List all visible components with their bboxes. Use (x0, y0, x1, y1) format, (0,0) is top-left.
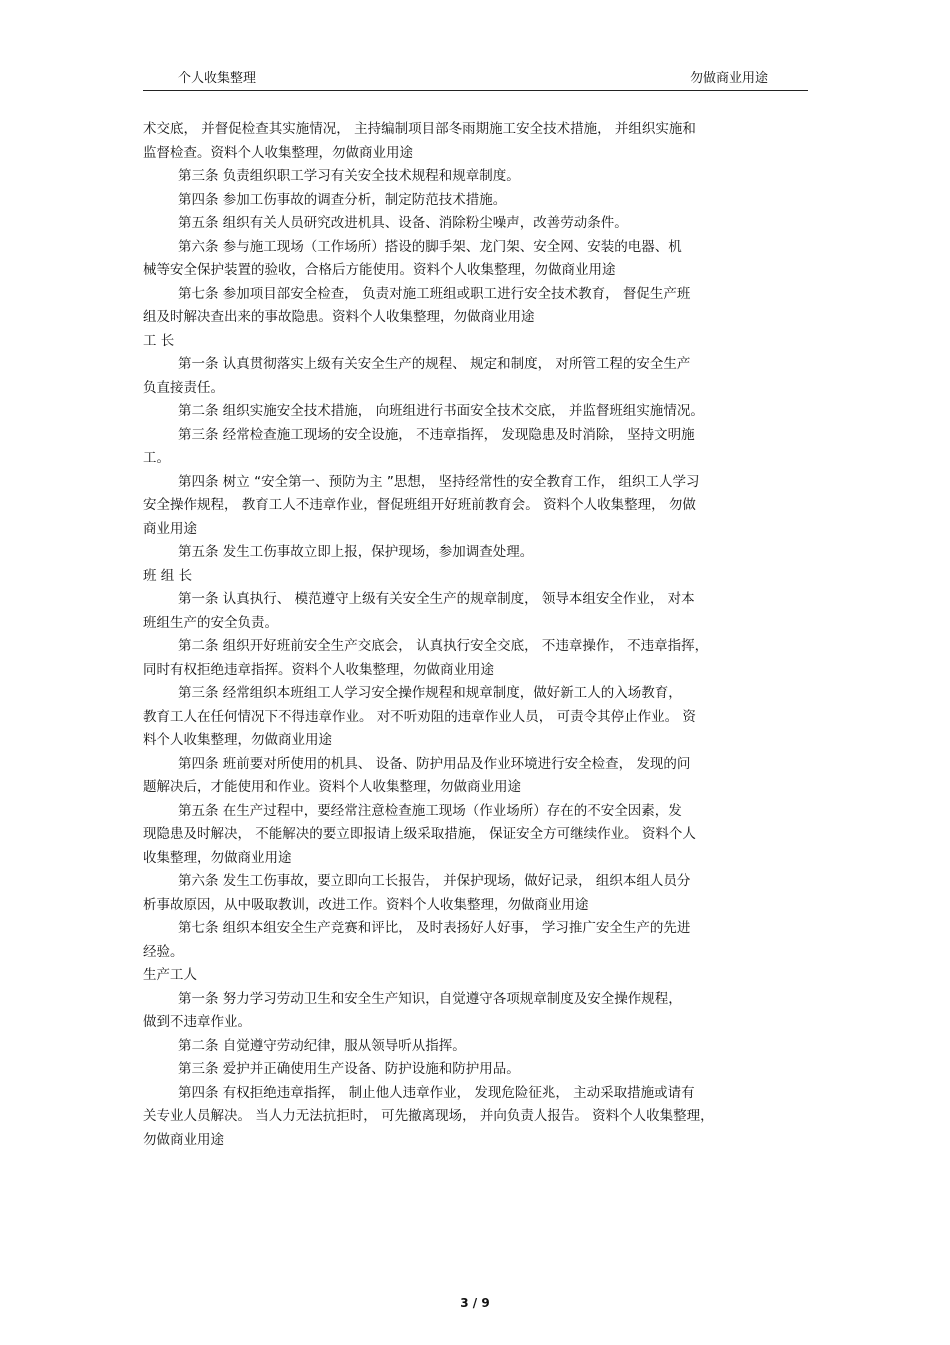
paragraph-line: 料个人收集整理，勿做商业用途 (143, 732, 332, 748)
paragraph-line: 第二条 自觉遵守劳动纪律，服从领导听从指挥。 (178, 1037, 466, 1054)
page-header (143, 60, 808, 91)
paragraph (143, 424, 808, 448)
paragraph (143, 588, 808, 612)
paragraph (143, 353, 808, 377)
paragraph-line: 第六条 参与施工现场（工作场所）搭设的脚手架、龙门架、安全网、安装的电器、机 (178, 238, 682, 255)
paragraph-line: 做到不违章作业。 (143, 1014, 251, 1030)
paragraph (143, 377, 808, 401)
paragraph (143, 1105, 808, 1152)
paragraph-line: 第三条 负责组织职工学习有关安全技术规程和规章制度。 (178, 168, 520, 184)
header-left-text: 个人收集整理 (178, 71, 257, 86)
paragraph-line: 第一条 认真贯彻落实上级有关安全生产的规程、 规定和制度， 对所管工程的安全生产 (178, 356, 691, 372)
paragraph-line: 析事故原因，从中吸取教训，改进工作。资料个人收集整理，勿做商业用途 (143, 896, 589, 913)
paragraph-line: 第四条 有权拒绝违章指挥， 制止他人违章作业， 发现危险征兆， 主动采取措施或请有 (178, 1084, 695, 1101)
paragraph (143, 941, 808, 965)
paragraph (143, 259, 808, 283)
paragraph (143, 988, 808, 1012)
paragraph (143, 165, 808, 189)
paragraph (143, 1035, 808, 1059)
paragraph-line: 第五条 发生工伤事故立即上报，保护现场，参加调查处理。 (178, 544, 534, 560)
paragraph-line: 班组生产的安全负责。 (143, 614, 278, 631)
paragraph (143, 189, 808, 213)
header-right-text: 勿做商业用途 (689, 71, 768, 86)
paragraph (143, 212, 808, 236)
paragraph-line: 第二条 组织实施安全技术措施， 向班组进行书面安全技术交底， 并监督班组实施情况。 (178, 403, 704, 419)
paragraph (143, 753, 808, 777)
paragraph (143, 541, 808, 565)
paragraph (143, 917, 808, 941)
paragraph (143, 236, 808, 260)
section-heading: 生产工人 (143, 967, 197, 983)
paragraph-line: 收集整理，勿做商业用途 (143, 849, 292, 866)
paragraph-line: 安全操作规程， 教育工人不违章作业，督促班组开好班前教育会。 资料个人收集整理， 勿做 (143, 497, 696, 513)
paragraph-line: 术交底， 并督促检查其实施情况， 主持编制项目部冬雨期施工安全技术措施， 并组织实施和 (143, 121, 696, 137)
paragraph (143, 447, 808, 471)
paragraph-line: 监督检查。资料个人收集整理，勿做商业用途 (143, 144, 413, 161)
paragraph-line: 第三条 爱护并正确使用生产设备、防护设施和防护用品。 (178, 1061, 520, 1077)
paragraph (143, 800, 808, 824)
paragraph-line: 关专业人员解决。 当人力无法抗拒时， 可先撤离现场， 并向负责人报告。 资料个人收集整理， (143, 1108, 714, 1124)
paragraph-line: 工。 (143, 450, 170, 466)
paragraph-line: 第一条 认真执行、 模范遵守上级有关安全生产的规章制度， 领导本组安全作业， 对本 (178, 591, 695, 607)
paragraph (143, 118, 808, 165)
paragraph (143, 400, 808, 424)
paragraph-line: 第六条 发生工伤事故，要立即向工长报告， 并保护现场，做好记录， 组织本组人员分 (178, 873, 691, 889)
paragraph (143, 494, 808, 541)
paragraph (143, 894, 808, 918)
paragraph-line: 负直接责任。 (143, 379, 224, 396)
paragraph-line: 现隐患及时解决， 不能解决的要立即报请上级采取措施， 保证安全方可继续作业。 资料个人 (143, 826, 696, 842)
paragraph-line: 第二条 组织开好班前安全生产交底会， 认真执行安全交底， 不违章操作， 不违章指挥， (178, 638, 709, 654)
document-body (143, 118, 808, 1152)
paragraph (143, 1082, 808, 1106)
paragraph-line: 勿做商业用途 (143, 1131, 224, 1148)
paragraph-line: 商业用途 (143, 520, 197, 537)
paragraph (143, 870, 808, 894)
paragraph (143, 682, 808, 706)
page-number: 3 / 9 (460, 1296, 490, 1310)
paragraph-line: 械等安全保护装置的验收，合格后方能使用。资料个人收集整理，勿做商业用途 (143, 262, 616, 278)
paragraph (143, 612, 808, 636)
paragraph-line: 题解决后，才能使用和作业。资料个人收集整理，勿做商业用途 (143, 779, 521, 795)
paragraph (143, 823, 808, 870)
paragraph (143, 635, 808, 659)
paragraph (143, 1011, 808, 1035)
paragraph (143, 283, 808, 307)
paragraph (143, 706, 808, 753)
paragraph-line: 同时有权拒绝违章指挥。资料个人收集整理，勿做商业用途 (143, 661, 494, 678)
paragraph-line: 第三条 经常组织本班组工人学习安全操作规程和规章制度，做好新工人的入场教育， (178, 685, 682, 701)
paragraph (143, 306, 808, 330)
paragraph (143, 1058, 808, 1082)
paragraph-line: 第四条 参加工伤事故的调查分析，制定防范技术措施。 (178, 191, 507, 208)
paragraph (143, 659, 808, 683)
section-heading: 工 长 (143, 332, 175, 349)
paragraph-line: 第五条 在生产过程中，要经常注意检查施工现场（作业场所）存在的不安全因素，发 (178, 802, 682, 819)
paragraph-line: 经验。 (143, 943, 184, 960)
paragraph-line: 第四条 班前要对所使用的机具、 设备、防护用品及作业环境进行安全检查， 发现的问 (178, 755, 691, 772)
paragraph-line: 第三条 经常检查施工现场的安全设施， 不违章指挥， 发现隐患及时消除， 坚持文明施 (178, 426, 695, 443)
paragraph (143, 471, 808, 495)
paragraph-line: 组及时解决查出来的事故隐患。资料个人收集整理，勿做商业用途 (143, 309, 535, 325)
section-heading: 班 组 长 (143, 567, 193, 584)
paragraph-line: 教育工人在任何情况下不得违章作业。 对不听劝阻的违章作业人员， 可责令其停止作业。 资 (143, 708, 696, 725)
paragraph-line: 第七条 组织本组安全生产竞赛和评比， 及时表扬好人好事， 学习推广安全生产的先进 (178, 920, 691, 936)
paragraph-line: 第一条 努力学习劳动卫生和安全生产知识，自觉遵守各项规章制度及安全操作规程， (178, 990, 682, 1007)
paragraph-line: 第五条 组织有关人员研究改进机具、设备、消除粉尘噪声，改善劳动条件。 (178, 215, 628, 231)
paragraph (143, 776, 808, 800)
paragraph-line: 第七条 参加项目部安全检查， 负责对施工班组或职工进行安全技术教育， 督促生产班 (178, 285, 691, 302)
paragraph-line: 第四条 树立 “安全第一、预防为主 ”思想， 坚持经常性的安全教育工作， 组织工人学习 (178, 473, 700, 490)
